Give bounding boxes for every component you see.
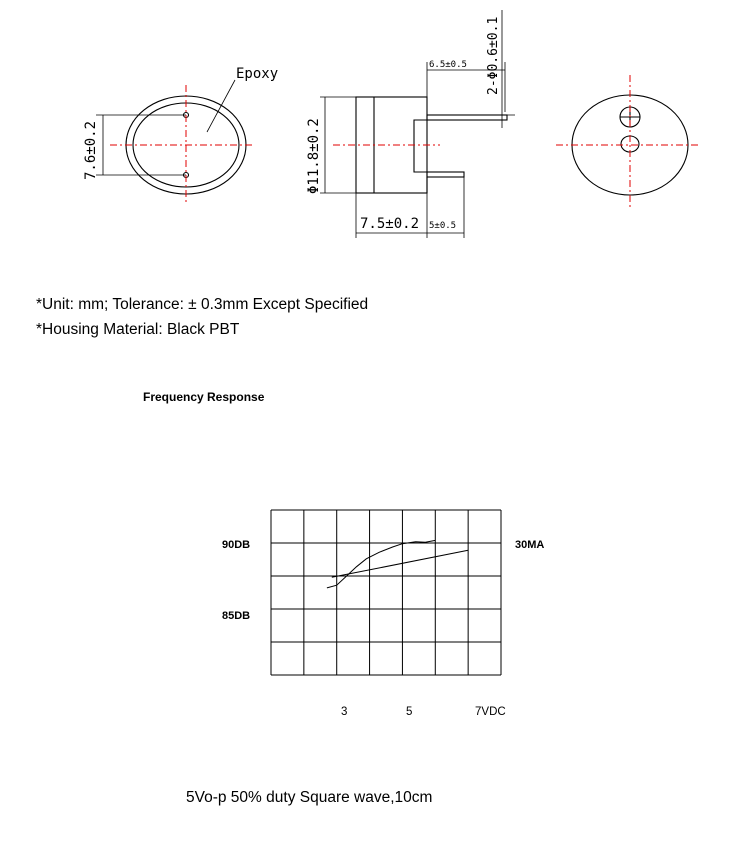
- series-line-current: [332, 550, 468, 577]
- pin-spacing-dimension: 5±0.5: [429, 221, 457, 231]
- epoxy-label: Epoxy: [236, 66, 279, 82]
- test-condition-note: 5Vo-p 50% duty Square wave,10cm: [186, 789, 433, 806]
- frequency-response-chart: [270, 509, 504, 677]
- chart-title: Frequency Response: [143, 390, 265, 404]
- left-axis-label-90db: 90DB: [222, 539, 251, 551]
- tolerance-note: *Unit: mm; Tolerance: ± 0.3mm Except Specified: [36, 296, 369, 313]
- length-dimension: 7.5±0.2: [360, 216, 420, 232]
- x-tick-5: 5: [406, 706, 413, 718]
- pin-length-dimension: 6.5±0.5: [429, 60, 467, 70]
- pin-diameter-dimension: 2-Φ0.6±0.1: [486, 16, 501, 95]
- x-tick-3: 3: [341, 706, 348, 718]
- housing-material-note: *Housing Material: Black PBT: [36, 321, 240, 338]
- series-line-sound-level: [327, 540, 435, 588]
- dimension-drawing: [60, 0, 710, 260]
- right-axis-label-30ma: 30MA: [515, 539, 545, 551]
- height-dimension: 7.6±0.2: [83, 120, 99, 180]
- left-axis-label-85db: 85DB: [222, 610, 251, 622]
- diameter-dimension: Φ11.8±0.2: [306, 118, 322, 194]
- chart-grid: [271, 510, 501, 675]
- x-tick-7vdc: 7VDC: [475, 706, 506, 718]
